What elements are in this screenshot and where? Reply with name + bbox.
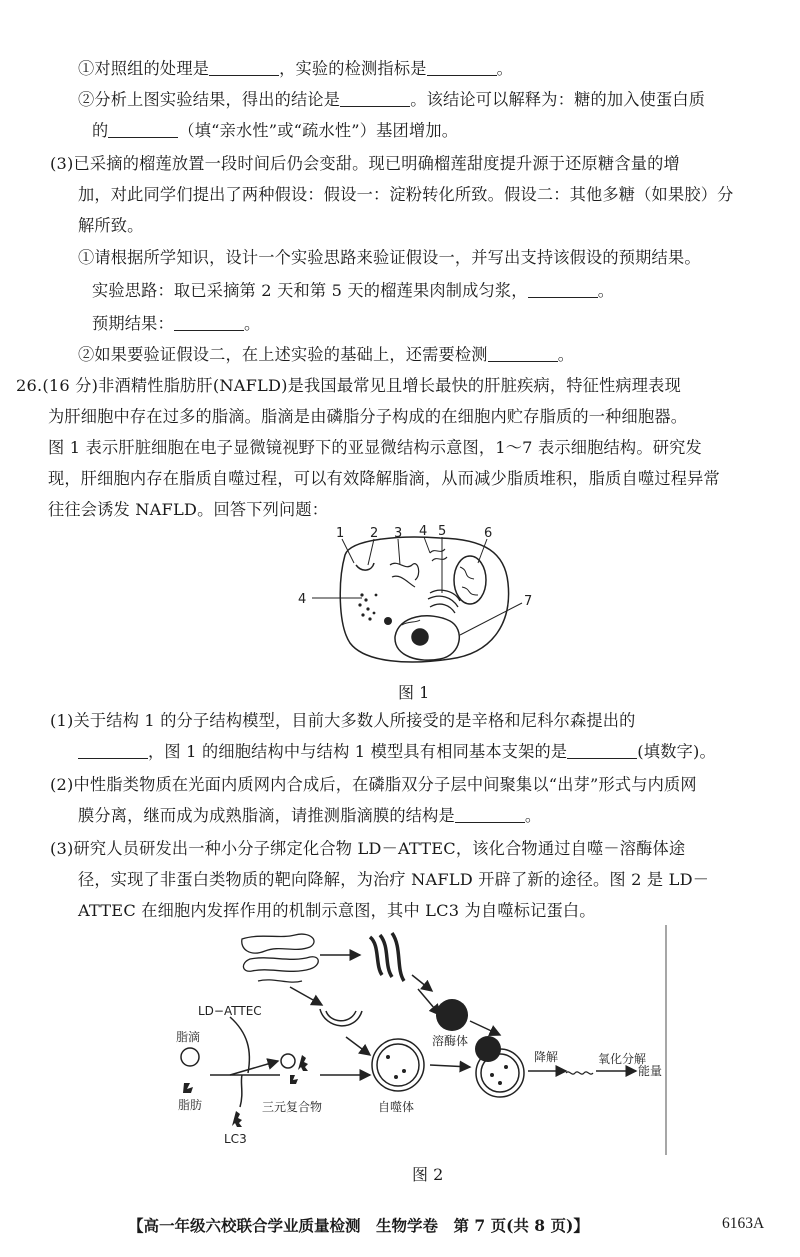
lc3-protein [232, 1111, 242, 1127]
golgi-stack [370, 933, 404, 981]
er-membrane [242, 934, 319, 982]
q25-experiment-idea: 实验思路：取已采摘第 2 天和第 5 天的榴莲果肉制成匀浆， 。 [92, 281, 615, 300]
membrane-pit [356, 563, 374, 570]
q26-stem-line5: 往往会诱发 NAFLD。回答下列问题： [48, 500, 329, 519]
answer-blank[interactable] [528, 283, 598, 298]
q26-sub1-line2: ，图 1 的细胞结构中与结构 1 模型具有相同基本支架的是 (填数字)。 [78, 741, 716, 763]
q26-stem-line1: 26.(16 分)非酒精性脂肪肝(NAFLD)是我国最常见且增长最快的肝脏疾病，特征性病理表现 [16, 376, 681, 395]
label-ternary-complex: 三元复合物 [262, 1100, 323, 1114]
label-lc3: LC3 [224, 1132, 247, 1146]
answer-blank[interactable] [174, 316, 244, 331]
q25-sub1: ①对照组的处理是 ，实验的检测指标是 。 [78, 59, 513, 78]
label-energy: 能量 [638, 1064, 663, 1078]
endoplasmic-reticulum [390, 563, 419, 587]
answer-blank[interactable] [209, 61, 279, 76]
figure-1-cell-diagram [290, 525, 540, 675]
golgi-apparatus [428, 590, 460, 613]
fig1-label: 4 [419, 525, 428, 539]
q25-part3-line3: 解所致。 [78, 216, 144, 235]
label-oxidize: 氧化分解 [598, 1052, 647, 1066]
answer-blank[interactable] [340, 92, 410, 107]
answer-blank[interactable] [488, 347, 558, 362]
q26-sub3-line1: (3)研究人员研发出一种小分子绑定化合物 LD－ATTEC，该化合物通过自噬－溶酶体途 [50, 839, 686, 858]
q25-part3-line1: (3)已采摘的榴莲放置一段时间后仍会变甜。现已明确榴莲甜度提升源于还原糖含量的增 [50, 154, 680, 173]
answer-blank[interactable] [78, 744, 148, 759]
fig1-label: 4 [298, 592, 307, 607]
q26-stem-line2: 为肝细胞中存在过多的脂滴。脂滴是由磷脂分子构成的在细胞内贮存脂质的一种细胞器。 [48, 407, 688, 426]
q25-part3-sub1: ①请根据所学知识，设计一个实验思路来验证假设一，并写出支持该假设的预期结果。 [78, 248, 701, 267]
q26-stem-line3: 图 1 表示肝脏细胞在电子显微镜视野下的亚显微结构示意图，1～7 表示细胞结构。研究发 [48, 438, 702, 457]
label-lysosome: 溶酶体 [432, 1034, 469, 1048]
fig1-label: 5 [438, 525, 447, 539]
figure-2-mechanism-diagram [170, 925, 680, 1155]
q26-stem-line4: 现，肝细胞内存在脂质自噬过程，可以有效降解脂滴，从而减少脂质堆积，脂质自噬过程异常 [48, 469, 720, 488]
figure-2-caption: 图 2 [412, 1165, 444, 1184]
q25-sub2-cont: 的 （填“亲水性”或“疏水性”）基团增加。 [92, 121, 459, 140]
q26-sub2-line1: (2)中性脂类物质在光面内质网内合成后，在磷脂双分子层中间聚集以“出芽”形式与内质网 [50, 775, 697, 794]
q25-expected-result: 预期结果： 。 [92, 314, 261, 333]
label-fat: 脂肪 [178, 1098, 203, 1112]
label-autophagosome: 自噬体 [378, 1100, 415, 1114]
fig1-label: 2 [370, 526, 379, 541]
figure-1-caption: 图 1 [398, 683, 430, 702]
fat-molecule [183, 1083, 193, 1093]
q26-sub1-line1: (1)关于结构 1 的分子结构模型，目前大多数人所接受的是辛格和尼科尔森提出的 [50, 711, 636, 730]
centriole-dot [384, 617, 392, 625]
q26-sub3-line2: 径，实现了非蛋白类物质的靶向降解，为治疗 NAFLD 开辟了新的途径。图 2 是 LD－ [78, 870, 710, 889]
page-footer: 【高一年级六校联合学业质量检测 生物学卷 第 7 页(共 8 页)】 [128, 1216, 589, 1235]
q25-part3-line2: 加，对此同学们提出了两种假设：假设一：淀粉转化所致。假设二：其他多糖（如果胶）分 [78, 185, 734, 204]
label-degrade: 降解 [534, 1050, 559, 1064]
ternary-droplet [281, 1054, 295, 1068]
q25-sub2: ②分析上图实验结果，得出的结论是 。该结论可以解释为：糖的加入使蛋白质 [78, 90, 706, 109]
fig1-label: 6 [484, 526, 493, 541]
fig1-label: 3 [394, 526, 403, 541]
lc3-bound [298, 1055, 308, 1071]
fig1-label: 7 [524, 594, 533, 609]
fig1-label: 1 [336, 526, 345, 541]
nucleolus [412, 629, 428, 645]
lipid-droplet [181, 1048, 199, 1066]
autophagosome [372, 1039, 424, 1091]
label-ld-attec: LD−ATTEC [198, 1004, 262, 1018]
q26-sub3-line3: ATTEC 在细胞内发挥作用的机制示意图，其中 LC3 为自噬标记蛋白。 [78, 901, 596, 920]
degraded-fragments [566, 1072, 593, 1074]
label-lipid-droplet: 脂滴 [176, 1030, 201, 1044]
q26-sub2-line2: 膜分离，继而成为成熟脂滴，请推测脂滴膜的结构是 。 [78, 806, 542, 825]
answer-blank[interactable] [427, 61, 497, 76]
mitochondrion [454, 556, 486, 604]
exam-code: 6163A [722, 1215, 765, 1232]
lysosome [436, 999, 468, 1031]
lysosome-fusing [475, 1036, 501, 1062]
answer-blank[interactable] [567, 744, 637, 759]
q25-part3-sub2: ②如果要验证假设二，在上述实验的基础上，还需要检测 。 [78, 345, 575, 364]
ld-attec-arrow-line [230, 1017, 249, 1073]
answer-blank[interactable] [455, 808, 525, 823]
phagophore [320, 1009, 362, 1026]
answer-blank[interactable] [108, 123, 178, 138]
